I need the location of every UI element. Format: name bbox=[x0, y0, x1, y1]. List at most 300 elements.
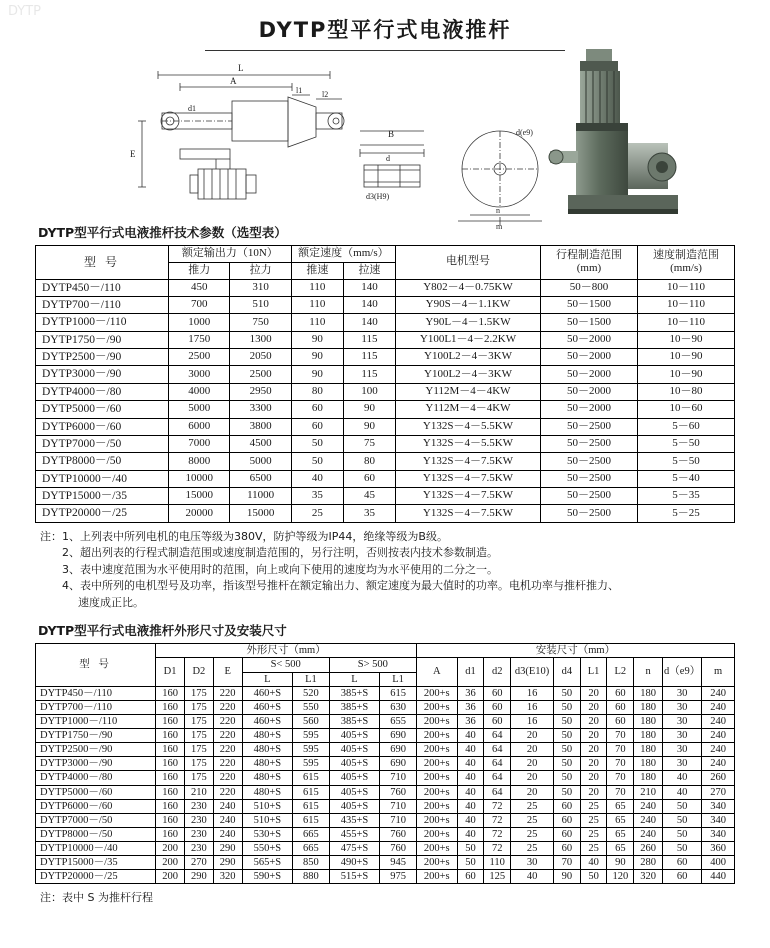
cell-speed: 5－50 bbox=[638, 453, 735, 470]
cell-v6: 760 bbox=[380, 785, 417, 799]
note-item-4: 4、表中所列的电机型号及功率，指该型号推杆在额定输出力、额定速度为最大值时的功率。电机功率与推杆推力、 bbox=[62, 579, 619, 593]
cell-ps: 110 bbox=[291, 314, 343, 331]
cell-v2: 240 bbox=[213, 799, 242, 813]
cell-v8: 50 bbox=[457, 842, 484, 856]
cell-motor: Y100L2－4－3KW bbox=[396, 349, 541, 366]
cell-v14: 280 bbox=[634, 856, 663, 870]
cell-v13: 60 bbox=[607, 714, 634, 728]
cell-v9: 64 bbox=[484, 729, 511, 743]
svg-text:l2: l2 bbox=[322, 90, 329, 99]
cell-v7: 200+s bbox=[416, 686, 457, 700]
cell-ps: 110 bbox=[291, 279, 343, 296]
cell-v11: 50 bbox=[554, 785, 581, 799]
th-push-speed: 推速 bbox=[291, 262, 343, 279]
cell-v7: 200+s bbox=[416, 743, 457, 757]
cell-v16: 240 bbox=[702, 700, 735, 714]
cell-v10: 25 bbox=[511, 827, 554, 841]
cell-model: DYTP450－/110 bbox=[36, 279, 169, 296]
cell-model: DYTP10000－/40 bbox=[36, 842, 156, 856]
cell-stroke: 50－1500 bbox=[541, 296, 638, 313]
cell-v5: 385+S bbox=[329, 714, 380, 728]
cell-v8: 60 bbox=[457, 870, 484, 884]
scan-artifact: DYTP bbox=[8, 4, 42, 19]
cell-push: 20000 bbox=[169, 505, 230, 522]
table-row bbox=[36, 383, 735, 400]
th-n: n bbox=[634, 658, 663, 686]
tech-header-row-1 bbox=[36, 246, 735, 263]
title-underline bbox=[205, 50, 565, 51]
cell-v10: 20 bbox=[511, 785, 554, 799]
dimension-table bbox=[35, 643, 735, 884]
th-D1: D1 bbox=[156, 658, 185, 686]
cell-v6: 710 bbox=[380, 771, 417, 785]
cell-speed: 10－110 bbox=[638, 279, 735, 296]
cell-v16: 340 bbox=[702, 813, 735, 827]
cell-v5: 490+S bbox=[329, 856, 380, 870]
cell-v16: 400 bbox=[702, 856, 735, 870]
cell-v16: 240 bbox=[702, 729, 735, 743]
cell-push: 700 bbox=[169, 296, 230, 313]
svg-text:d3(H9): d3(H9) bbox=[366, 192, 390, 201]
cell-ps: 60 bbox=[291, 418, 343, 435]
th-E: E bbox=[213, 658, 242, 686]
cell-v6: 975 bbox=[380, 870, 417, 884]
cell-v16: 360 bbox=[702, 842, 735, 856]
cell-v7: 200+s bbox=[416, 799, 457, 813]
cell-pull: 5000 bbox=[230, 453, 291, 470]
cell-v3: 480+S bbox=[242, 729, 293, 743]
cell-v15: 30 bbox=[663, 729, 702, 743]
cell-motor: Y132S－4－7.5KW bbox=[396, 453, 541, 470]
cell-model: DYTP6000－/60 bbox=[36, 799, 156, 813]
cell-push: 450 bbox=[169, 279, 230, 296]
cell-pls: 140 bbox=[343, 314, 395, 331]
cell-pull: 3300 bbox=[230, 401, 291, 418]
cell-v3: 510+S bbox=[242, 813, 293, 827]
cell-v13: 70 bbox=[607, 729, 634, 743]
table-row bbox=[36, 435, 735, 452]
cell-model: DYTP10000－/40 bbox=[36, 470, 169, 487]
cell-v14: 180 bbox=[634, 700, 663, 714]
cell-v13: 65 bbox=[607, 827, 634, 841]
cell-v10: 16 bbox=[511, 700, 554, 714]
svg-text:d: d bbox=[386, 154, 390, 163]
cell-v10: 20 bbox=[511, 771, 554, 785]
cell-push: 1750 bbox=[169, 331, 230, 348]
cell-v15: 50 bbox=[663, 813, 702, 827]
cell-stroke: 50－2000 bbox=[541, 401, 638, 418]
cell-pull: 11000 bbox=[230, 488, 291, 505]
cell-v0: 160 bbox=[156, 729, 185, 743]
th-pull-speed: 拉速 bbox=[343, 262, 395, 279]
cell-v15: 60 bbox=[663, 856, 702, 870]
cell-ps: 80 bbox=[291, 383, 343, 400]
cell-v0: 160 bbox=[156, 757, 185, 771]
th-L-gt: L bbox=[329, 672, 380, 686]
table-row bbox=[36, 870, 735, 884]
cell-model: DYTP5000－/60 bbox=[36, 785, 156, 799]
cell-v12: 20 bbox=[580, 743, 607, 757]
cell-v11: 60 bbox=[554, 842, 581, 856]
cell-motor: Y100L1－4－2.2KW bbox=[396, 331, 541, 348]
cell-v2: 220 bbox=[213, 714, 242, 728]
cell-stroke: 50－2500 bbox=[541, 418, 638, 435]
cell-v16: 240 bbox=[702, 757, 735, 771]
table-row bbox=[36, 799, 735, 813]
cell-v0: 160 bbox=[156, 799, 185, 813]
table-row bbox=[36, 785, 735, 799]
cell-v15: 30 bbox=[663, 714, 702, 728]
cell-v4: 665 bbox=[293, 827, 330, 841]
cell-v7: 200+s bbox=[416, 842, 457, 856]
cell-model: DYTP1000－/110 bbox=[36, 314, 169, 331]
cell-v14: 180 bbox=[634, 714, 663, 728]
svg-text:d1: d1 bbox=[188, 104, 196, 113]
cell-v6: 655 bbox=[380, 714, 417, 728]
cell-v15: 30 bbox=[663, 700, 702, 714]
cell-pls: 140 bbox=[343, 279, 395, 296]
svg-text:l1: l1 bbox=[296, 86, 303, 95]
cell-v9: 72 bbox=[484, 813, 511, 827]
cell-ps: 50 bbox=[291, 435, 343, 452]
table-row bbox=[36, 827, 735, 841]
cell-stroke: 50－2000 bbox=[541, 366, 638, 383]
cell-model: DYTP1750－/90 bbox=[36, 331, 169, 348]
th-d3: d3(E10) bbox=[511, 658, 554, 686]
cell-v14: 180 bbox=[634, 743, 663, 757]
cell-model: DYTP4000－/80 bbox=[36, 771, 156, 785]
cell-v9: 64 bbox=[484, 771, 511, 785]
cell-speed: 10－90 bbox=[638, 366, 735, 383]
product-photo bbox=[550, 47, 700, 222]
cell-v7: 200+s bbox=[416, 827, 457, 841]
th-rated-speed: 额定速度（mm/s） bbox=[291, 246, 395, 263]
cell-v8: 40 bbox=[457, 799, 484, 813]
cell-v1: 230 bbox=[184, 813, 213, 827]
th-outer-dims: 外形尺寸（mm） bbox=[156, 644, 417, 658]
cell-ps: 60 bbox=[291, 401, 343, 418]
svg-text:L: L bbox=[238, 63, 244, 73]
cell-v15: 60 bbox=[663, 870, 702, 884]
cell-ps: 90 bbox=[291, 349, 343, 366]
cell-v2: 220 bbox=[213, 743, 242, 757]
cell-v16: 240 bbox=[702, 743, 735, 757]
cell-v13: 65 bbox=[607, 842, 634, 856]
cell-pls: 35 bbox=[343, 505, 395, 522]
th-stroke-range bbox=[541, 246, 638, 280]
cell-v11: 60 bbox=[554, 827, 581, 841]
th-D2: D2 bbox=[184, 658, 213, 686]
cell-v6: 690 bbox=[380, 729, 417, 743]
cell-pull: 2050 bbox=[230, 349, 291, 366]
cell-v13: 70 bbox=[607, 785, 634, 799]
cell-v14: 180 bbox=[634, 729, 663, 743]
cell-v0: 200 bbox=[156, 870, 185, 884]
cell-pull: 15000 bbox=[230, 505, 291, 522]
table-row bbox=[36, 856, 735, 870]
cell-v1: 230 bbox=[184, 842, 213, 856]
cell-pull: 750 bbox=[230, 314, 291, 331]
cell-model: DYTP20000－/25 bbox=[36, 505, 169, 522]
cell-pls: 100 bbox=[343, 383, 395, 400]
th-m: m bbox=[702, 658, 735, 686]
cell-v0: 200 bbox=[156, 842, 185, 856]
cell-v1: 175 bbox=[184, 686, 213, 700]
cell-v11: 50 bbox=[554, 700, 581, 714]
svg-text:n: n bbox=[496, 206, 500, 215]
cell-v1: 270 bbox=[184, 856, 213, 870]
table-row bbox=[36, 743, 735, 757]
cell-pls: 80 bbox=[343, 453, 395, 470]
cell-stroke: 50－2000 bbox=[541, 331, 638, 348]
cell-pls: 115 bbox=[343, 349, 395, 366]
cell-v0: 200 bbox=[156, 856, 185, 870]
cell-push: 6000 bbox=[169, 418, 230, 435]
cell-pls: 75 bbox=[343, 435, 395, 452]
cell-v4: 560 bbox=[293, 714, 330, 728]
cell-v12: 25 bbox=[580, 827, 607, 841]
table-row bbox=[36, 700, 735, 714]
cell-v13: 90 bbox=[607, 856, 634, 870]
cell-stroke: 50－2500 bbox=[541, 488, 638, 505]
svg-text:B: B bbox=[388, 129, 395, 139]
cell-v16: 270 bbox=[702, 785, 735, 799]
cell-v16: 260 bbox=[702, 771, 735, 785]
table-row bbox=[36, 813, 735, 827]
cell-v4: 595 bbox=[293, 757, 330, 771]
cell-model: DYTP1750－/90 bbox=[36, 729, 156, 743]
cell-pull: 1300 bbox=[230, 331, 291, 348]
cell-model: DYTP15000－/35 bbox=[36, 488, 169, 505]
cell-v12: 25 bbox=[580, 799, 607, 813]
cell-pls: 60 bbox=[343, 470, 395, 487]
cell-v4: 595 bbox=[293, 729, 330, 743]
cell-v7: 200+s bbox=[416, 785, 457, 799]
cell-v4: 595 bbox=[293, 743, 330, 757]
cell-speed: 5－50 bbox=[638, 435, 735, 452]
th-pull-force: 拉力 bbox=[230, 262, 291, 279]
cell-v15: 30 bbox=[663, 686, 702, 700]
cell-v14: 180 bbox=[634, 771, 663, 785]
cell-v2: 290 bbox=[213, 856, 242, 870]
cell-v5: 385+S bbox=[329, 686, 380, 700]
cell-v13: 60 bbox=[607, 700, 634, 714]
cell-v10: 20 bbox=[511, 757, 554, 771]
table-row bbox=[36, 771, 735, 785]
cell-v10: 40 bbox=[511, 870, 554, 884]
cell-v10: 16 bbox=[511, 714, 554, 728]
cell-ps: 35 bbox=[291, 488, 343, 505]
cell-v3: 510+S bbox=[242, 799, 293, 813]
cell-model: DYTP7000－/50 bbox=[36, 435, 169, 452]
cell-speed: 10－80 bbox=[638, 383, 735, 400]
notes-label: 注： bbox=[40, 529, 62, 543]
cell-v9: 60 bbox=[484, 686, 511, 700]
cell-v1: 175 bbox=[184, 757, 213, 771]
cell-v1: 175 bbox=[184, 714, 213, 728]
cell-v6: 690 bbox=[380, 743, 417, 757]
cell-stroke: 50－2500 bbox=[541, 505, 638, 522]
cell-v2: 290 bbox=[213, 842, 242, 856]
cell-v12: 20 bbox=[580, 686, 607, 700]
svg-text:d(e9): d(e9) bbox=[516, 128, 533, 137]
th-dim-model: 型 号 bbox=[36, 644, 156, 686]
cell-v5: 405+S bbox=[329, 799, 380, 813]
cell-v12: 20 bbox=[580, 714, 607, 728]
section2-heading: DYTP型平行式电液推杆外形尺寸及安装尺寸 bbox=[38, 623, 287, 639]
th-L1-gt: L1 bbox=[380, 672, 417, 686]
cell-v6: 760 bbox=[380, 827, 417, 841]
cell-v14: 240 bbox=[634, 827, 663, 841]
cell-v14: 240 bbox=[634, 813, 663, 827]
cell-v8: 40 bbox=[457, 813, 484, 827]
cell-v5: 405+S bbox=[329, 757, 380, 771]
cell-v11: 70 bbox=[554, 856, 581, 870]
cell-motor: Y90L－4－1.5KW bbox=[396, 314, 541, 331]
cell-pls: 45 bbox=[343, 488, 395, 505]
cell-v1: 175 bbox=[184, 743, 213, 757]
notes-block bbox=[40, 529, 730, 612]
th-model: 型 号 bbox=[36, 246, 169, 280]
cell-stroke: 50－1500 bbox=[541, 314, 638, 331]
cell-v3: 480+S bbox=[242, 785, 293, 799]
cell-v11: 50 bbox=[554, 714, 581, 728]
cell-push: 1000 bbox=[169, 314, 230, 331]
table-row bbox=[36, 686, 735, 700]
th-stroke-range-unit: (mm) bbox=[576, 262, 602, 275]
cell-push: 5000 bbox=[169, 401, 230, 418]
cell-v12: 20 bbox=[580, 785, 607, 799]
cell-motor: Y802－4－0.75KW bbox=[396, 279, 541, 296]
cell-v1: 175 bbox=[184, 700, 213, 714]
th-speed-range bbox=[638, 246, 735, 280]
dimension-table-body bbox=[36, 686, 735, 884]
cell-v12: 20 bbox=[580, 771, 607, 785]
cell-v16: 440 bbox=[702, 870, 735, 884]
cell-v15: 30 bbox=[663, 743, 702, 757]
cell-v1: 290 bbox=[184, 870, 213, 884]
cell-stroke: 50－2500 bbox=[541, 435, 638, 452]
cell-v3: 460+S bbox=[242, 686, 293, 700]
cell-v8: 36 bbox=[457, 714, 484, 728]
cell-v3: 480+S bbox=[242, 743, 293, 757]
cell-v12: 20 bbox=[580, 700, 607, 714]
cell-v12: 40 bbox=[580, 856, 607, 870]
cell-v14: 320 bbox=[634, 870, 663, 884]
cell-v13: 120 bbox=[607, 870, 634, 884]
cell-v3: 460+S bbox=[242, 714, 293, 728]
cell-v8: 40 bbox=[457, 785, 484, 799]
cell-motor: Y132S－4－5.5KW bbox=[396, 435, 541, 452]
cell-v9: 72 bbox=[484, 827, 511, 841]
cell-v9: 64 bbox=[484, 785, 511, 799]
cell-v6: 630 bbox=[380, 700, 417, 714]
cell-v13: 65 bbox=[607, 799, 634, 813]
cell-v8: 40 bbox=[457, 827, 484, 841]
cell-stroke: 50－2000 bbox=[541, 349, 638, 366]
cell-model: DYTP20000－/25 bbox=[36, 870, 156, 884]
cell-v7: 200+s bbox=[416, 870, 457, 884]
th-de9: d（e9） bbox=[663, 658, 702, 686]
cell-v2: 220 bbox=[213, 700, 242, 714]
cell-motor: Y90S－4－1.1KW bbox=[396, 296, 541, 313]
th-d1: d1 bbox=[457, 658, 484, 686]
note-item-3: 3、表中速度范围为水平使用时的范围，向上或向下使用的速度均为水平使用的二分之一。 bbox=[62, 562, 498, 576]
th-d4: d4 bbox=[554, 658, 581, 686]
cell-v13: 70 bbox=[607, 771, 634, 785]
product-drawing bbox=[30, 57, 740, 231]
cell-v5: 405+S bbox=[329, 743, 380, 757]
cell-v3: 550+S bbox=[242, 842, 293, 856]
cell-v14: 260 bbox=[634, 842, 663, 856]
cell-ps: 40 bbox=[291, 470, 343, 487]
cell-v11: 90 bbox=[554, 870, 581, 884]
cell-v0: 160 bbox=[156, 700, 185, 714]
section1-heading: DYTP型平行式电液推杆技术参数（选型表） bbox=[38, 225, 287, 240]
th-L1b: L1 bbox=[580, 658, 607, 686]
cell-motor: Y132S－4－7.5KW bbox=[396, 470, 541, 487]
cell-v9: 110 bbox=[484, 856, 511, 870]
dimension-footnote: 注：表中 S 为推杆行程 bbox=[40, 891, 153, 905]
cell-v13: 65 bbox=[607, 813, 634, 827]
cell-stroke: 50－2000 bbox=[541, 383, 638, 400]
table-row bbox=[36, 314, 735, 331]
th-d2: d2 bbox=[484, 658, 511, 686]
cell-v7: 200+s bbox=[416, 856, 457, 870]
cell-model: DYTP4000－/80 bbox=[36, 383, 169, 400]
cell-pull: 3800 bbox=[230, 418, 291, 435]
th-push-force: 推力 bbox=[169, 262, 230, 279]
cell-v0: 160 bbox=[156, 771, 185, 785]
cell-v10: 30 bbox=[511, 856, 554, 870]
cell-v10: 25 bbox=[511, 813, 554, 827]
cell-model: DYTP7000－/50 bbox=[36, 813, 156, 827]
table-row bbox=[36, 349, 735, 366]
cell-motor: Y132S－4－7.5KW bbox=[396, 505, 541, 522]
cell-motor: Y100L2－4－3KW bbox=[396, 366, 541, 383]
cell-speed: 10－60 bbox=[638, 401, 735, 418]
cell-v14: 240 bbox=[634, 799, 663, 813]
cell-stroke: 50－800 bbox=[541, 279, 638, 296]
cell-v7: 200+s bbox=[416, 757, 457, 771]
cell-model: DYTP2500－/90 bbox=[36, 349, 169, 366]
cell-v1: 175 bbox=[184, 771, 213, 785]
cell-v15: 50 bbox=[663, 842, 702, 856]
table-row bbox=[36, 331, 735, 348]
th-speed-range-text: 速度制造范围 bbox=[653, 248, 719, 261]
cell-v1: 210 bbox=[184, 785, 213, 799]
table-row bbox=[36, 757, 735, 771]
cell-model: DYTP6000－/60 bbox=[36, 418, 169, 435]
cell-speed: 10－110 bbox=[638, 314, 735, 331]
cell-v6: 690 bbox=[380, 757, 417, 771]
cell-push: 10000 bbox=[169, 470, 230, 487]
table-row bbox=[36, 296, 735, 313]
cell-v2: 220 bbox=[213, 729, 242, 743]
cell-v16: 340 bbox=[702, 827, 735, 841]
cell-v0: 160 bbox=[156, 813, 185, 827]
table-row bbox=[36, 470, 735, 487]
table-row bbox=[36, 488, 735, 505]
cell-v15: 40 bbox=[663, 785, 702, 799]
th-s-gt-500: S> 500 bbox=[329, 658, 416, 672]
cell-v12: 50 bbox=[580, 870, 607, 884]
cell-v7: 200+s bbox=[416, 714, 457, 728]
cell-v0: 160 bbox=[156, 743, 185, 757]
cell-v11: 50 bbox=[554, 686, 581, 700]
cell-v4: 615 bbox=[293, 799, 330, 813]
cell-model: DYTP450－/110 bbox=[36, 686, 156, 700]
